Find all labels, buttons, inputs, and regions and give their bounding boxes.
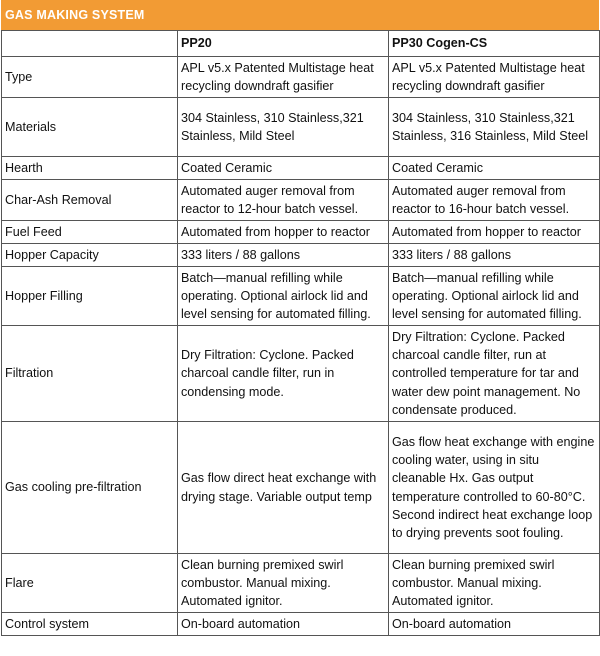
table-row <box>2 267 600 326</box>
row-label: Materials <box>2 98 178 157</box>
pp30-value: 304 Stainless, 310 Stainless,321 Stainless, 316 Stainless, Mild Steel <box>389 98 600 157</box>
table-row <box>2 554 600 613</box>
row-label: Hearth <box>2 157 178 180</box>
header-blank <box>2 31 178 57</box>
header-pp20: PP20 <box>178 31 389 57</box>
pp30-value: APL v5.x Patented Multistage heat recycling downdraft gasifier <box>389 57 600 98</box>
row-label: Hopper Filling <box>2 267 178 326</box>
pp20-value: Gas flow direct heat exchange with drying stage. Variable output temp <box>178 422 389 554</box>
pp30-value: On-board automation <box>389 613 600 636</box>
pp20-value: 333 liters / 88 gallons <box>178 244 389 267</box>
pp30-value: Batch—manual refilling while operating. Optional airlock lid and level sensing for automated filling. <box>389 267 600 326</box>
pp20-value: Coated Ceramic <box>178 157 389 180</box>
row-label: Char-Ash Removal <box>2 180 178 221</box>
table-row <box>2 98 600 157</box>
table-row <box>2 157 600 180</box>
pp20-value: Automated auger removal from reactor to 12-hour batch vessel. <box>178 180 389 221</box>
pp20-value: On-board automation <box>178 613 389 636</box>
row-label: Hopper Capacity <box>2 244 178 267</box>
pp20-value: Batch—manual refilling while operating. Optional airlock lid and level sensing for automated filling. <box>178 267 389 326</box>
row-label: Filtration <box>2 326 178 422</box>
section-banner: GAS MAKING SYSTEM <box>1 0 599 30</box>
row-label: Type <box>2 57 178 98</box>
pp20-value: Clean burning premixed swirl combustor. Manual mixing. Automated ignitor. <box>178 554 389 613</box>
pp30-value: Gas flow heat exchange with engine cooling water, using in situ cleanable Hx. Gas output temperature controlled to 60-80°C. Second indirect heat exchange loop to drying prevents soot fouling. <box>389 422 600 554</box>
pp20-value: 304 Stainless, 310 Stainless,321 Stainless, Mild Steel <box>178 98 389 157</box>
table-row <box>2 221 600 244</box>
table-row <box>2 57 600 98</box>
row-label: Fuel Feed <box>2 221 178 244</box>
header-pp30: PP30 Cogen-CS <box>389 31 600 57</box>
pp30-value: Automated from hopper to reactor <box>389 221 600 244</box>
pp30-value: 333 liters / 88 gallons <box>389 244 600 267</box>
pp30-value: Dry Filtration: Cyclone. Packed charcoal candle filter, run at controlled temperature for tar and water dew point management. No condensate produced. <box>389 326 600 422</box>
header-row <box>2 31 600 57</box>
table-row <box>2 244 600 267</box>
pp30-value: Coated Ceramic <box>389 157 600 180</box>
pp30-value: Clean burning premixed swirl combustor. Manual mixing. Automated ignitor. <box>389 554 600 613</box>
row-label: Control system <box>2 613 178 636</box>
table-row <box>2 613 600 636</box>
pp20-value: Automated from hopper to reactor <box>178 221 389 244</box>
pp20-value: Dry Filtration: Cyclone. Packed charcoal candle filter, run in condensing mode. <box>178 326 389 422</box>
table-row <box>2 422 600 554</box>
table-row <box>2 326 600 422</box>
pp30-value: Automated auger removal from reactor to 16-hour batch vessel. <box>389 180 600 221</box>
spec-table <box>1 30 600 636</box>
pp20-value: APL v5.x Patented Multistage heat recycling downdraft gasifier <box>178 57 389 98</box>
table-row <box>2 180 600 221</box>
spec-sheet <box>1 0 599 636</box>
row-label: Gas cooling pre-filtration <box>2 422 178 554</box>
row-label: Flare <box>2 554 178 613</box>
